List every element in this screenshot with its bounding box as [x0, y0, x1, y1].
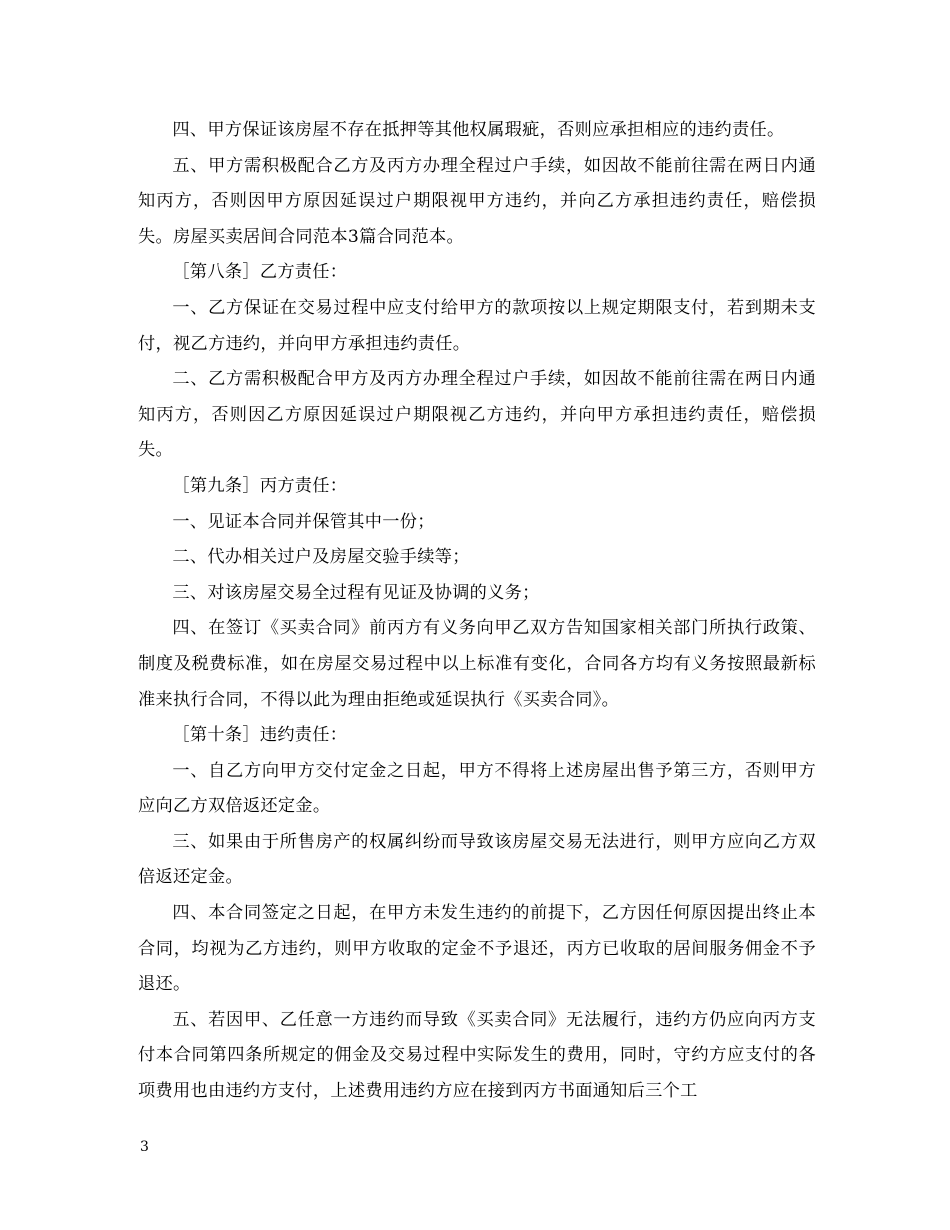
paragraph-party-a-mortgage-guarantee: 四、甲方保证该房屋不存在抵押等其他权属瑕疵，否则应承担相应的违约责任。: [172, 120, 785, 140]
heading-article-8: ［第八条］乙方责任：: [172, 262, 348, 283]
paragraph-party-b-payment: 一、乙方保证在交易过程中应支付给甲方的款项按以上规定期限支付，若到期未支付，视乙方违约，并向甲方承担违约责任。: [138, 297, 816, 354]
paragraph-ownership-dispute: 三、如果由于所售房产的权属纠纷而导致该房屋交易无法进行，则甲方应向乙方双倍返还定金。: [138, 831, 816, 888]
paragraph-breach-commission: 五、若因甲、乙任意一方违约而导致《买卖合同》无法履行，违约方仍应向丙方支付本合同第四条所规定的佣金及交易过程中实际发生的费用，同时，守约方应支付的各项费用也由违约方支付，上述费用违约方应在接到丙方书面通知后三个工: [138, 1009, 816, 1102]
page-number: 3: [140, 1139, 149, 1155]
paragraph-party-c-witness: 一、见证本合同并保管其中一份；: [172, 511, 435, 532]
paragraph-party-a-transfer-cooperation: 五、甲方需积极配合乙方及丙方办理全程过户手续，如因故不能前往需在两日内通知丙方，否则因甲方原因延误过户期限视甲方违约，并向乙方承担违约责任，赔偿损失。房屋买卖居间合同范本3篇合同范本。: [138, 155, 816, 247]
paragraph-deposit-double-return: 一、自乙方向甲方交付定金之日起，甲方不得将上述房屋出售予第三方，否则甲方应向乙方双倍返还定金。: [138, 760, 816, 817]
document-body: [138, 113, 816, 1110]
paragraph-party-c-agency: 二、代办相关过户及房屋交验手续等；: [172, 547, 470, 568]
heading-article-9: ［第九条］丙方责任：: [172, 475, 348, 496]
heading-article-10: ［第十条］违约责任：: [172, 725, 348, 746]
paragraph-party-b-transfer-cooperation: 二、乙方需积极配合甲方及丙方办理全程过户手续，如因故不能前往需在两日内通知丙方，否则因乙方原因延误过户期限视乙方违约，并向甲方承担违约责任，赔偿损失。: [138, 369, 816, 461]
paragraph-party-c-coordination: 三、对该房屋交易全过程有见证及协调的义务；: [172, 582, 540, 603]
paragraph-party-c-policy-notice: 四、在签订《买卖合同》前丙方有义务向甲乙双方告知国家相关部门所执行政策、制度及税费标准，如在房屋交易过程中以上标准有变化，合同各方均有义务按照最新标准来执行合同，不得以此为理由拒绝或延误执行《买卖合同》。: [138, 618, 816, 710]
paragraph-party-b-termination: 四、本合同签定之日起，在甲方未发生违约的前提下，乙方因任何原因提出终止本合同，均视为乙方违约，则甲方收取的定金不予退还，丙方已收取的居间服务佣金不予退还。: [138, 903, 816, 995]
